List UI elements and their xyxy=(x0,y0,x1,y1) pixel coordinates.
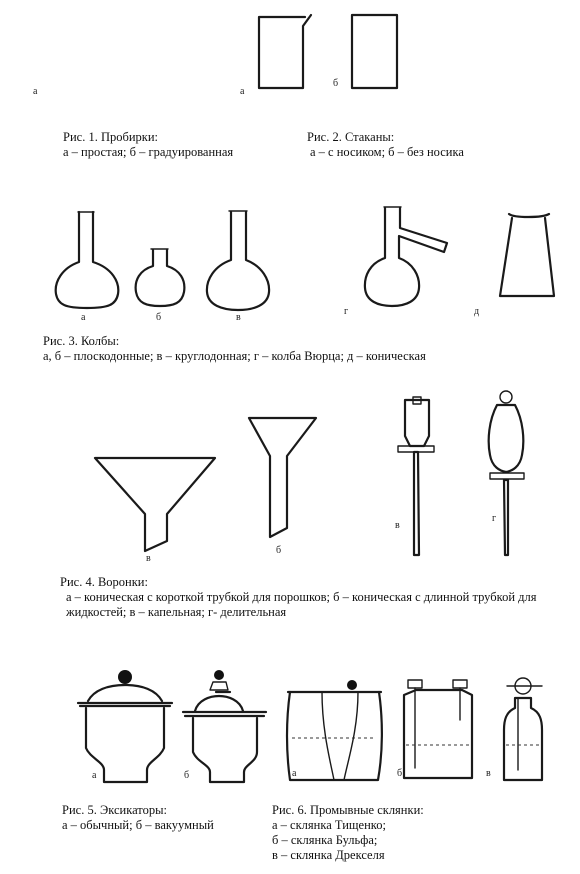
fig3-label-v: в xyxy=(236,312,241,323)
beaker-without-spout xyxy=(352,15,397,88)
wurtz-flask xyxy=(365,207,447,306)
fig5-caption-text: а – обычный; б – вакуумный xyxy=(62,818,214,832)
fig6-caption-title: Рис. 6. Промывные склянки: xyxy=(272,803,424,817)
long-stem-funnel xyxy=(249,418,316,537)
fig5-caption xyxy=(62,803,214,833)
fig4-caption xyxy=(60,575,575,620)
fig3-caption xyxy=(43,334,426,364)
fig4-label-3: в xyxy=(395,520,400,531)
fig6-label-b: б xyxy=(397,768,403,779)
fig3-label-g: г xyxy=(344,306,349,317)
flat-bottom-flask-b xyxy=(136,249,185,306)
flat-bottom-flask-a xyxy=(56,212,119,308)
drechsel-bottle xyxy=(504,678,542,780)
fig6-caption-line1: а – склянка Тищенко; xyxy=(272,818,386,832)
fig3-caption-text: а, б – плоскодонные; в – круглодонная; г – колба Вюрца; д – коническая xyxy=(43,349,426,363)
fig6-caption xyxy=(272,803,424,863)
fig6-caption-line2: б – склянка Бульфа; xyxy=(272,833,378,847)
fig4-label-2: б xyxy=(276,545,282,556)
fig1-label-a: а xyxy=(33,86,38,97)
fig1-caption-text: а – простая; б – градуированная xyxy=(63,145,234,159)
fig2-label-a: а xyxy=(240,86,245,97)
fig4-caption-line2: жидкостей; в – капельная; г- делительная xyxy=(66,605,287,619)
fig2-label-b: б xyxy=(333,78,339,89)
fig3-label-a: а xyxy=(81,312,86,323)
fig3-label-d: д xyxy=(474,306,480,317)
beaker-with-spout xyxy=(259,15,311,88)
wulff-bottle xyxy=(404,680,472,778)
vacuum-desiccator xyxy=(183,670,266,782)
powder-funnel xyxy=(95,458,215,551)
fig6-label-v: в xyxy=(486,768,491,779)
fig3-label-b: б xyxy=(156,312,162,323)
fig4-caption-title: Рис. 4. Воронки: xyxy=(60,575,148,589)
fig2-caption xyxy=(307,130,464,160)
fig5-caption-title: Рис. 5. Эксикаторы: xyxy=(62,803,167,817)
fig2-caption-text: а – с носиком; б – без носика xyxy=(310,145,464,159)
fig3-caption-title: Рис. 3. Колбы: xyxy=(43,334,120,348)
tishchenko-bottle xyxy=(287,680,382,780)
fig4-caption-line1: а – коническая с короткой трубкой для порошков; б – коническая с длинной трубкой для xyxy=(66,590,537,604)
fig4-label-1: в xyxy=(146,553,151,564)
dropping-funnel xyxy=(398,397,434,555)
fig6-caption-line3: в – склянка Дрекселя xyxy=(272,848,385,862)
ordinary-desiccator xyxy=(78,670,172,782)
fig2-caption-title: Рис. 2. Стаканы: xyxy=(307,130,395,144)
separatory-funnel xyxy=(489,391,524,555)
fig4-label-4: г xyxy=(492,513,497,524)
fig5-label-b: б xyxy=(184,770,190,781)
fig1-caption-title: Рис. 1. Пробирки: xyxy=(63,130,159,144)
fig6-label-a: а xyxy=(292,768,297,779)
conical-flask xyxy=(500,214,554,296)
fig1-caption xyxy=(63,130,233,160)
round-bottom-flask xyxy=(207,211,269,310)
fig5-label-a: а xyxy=(92,770,97,781)
